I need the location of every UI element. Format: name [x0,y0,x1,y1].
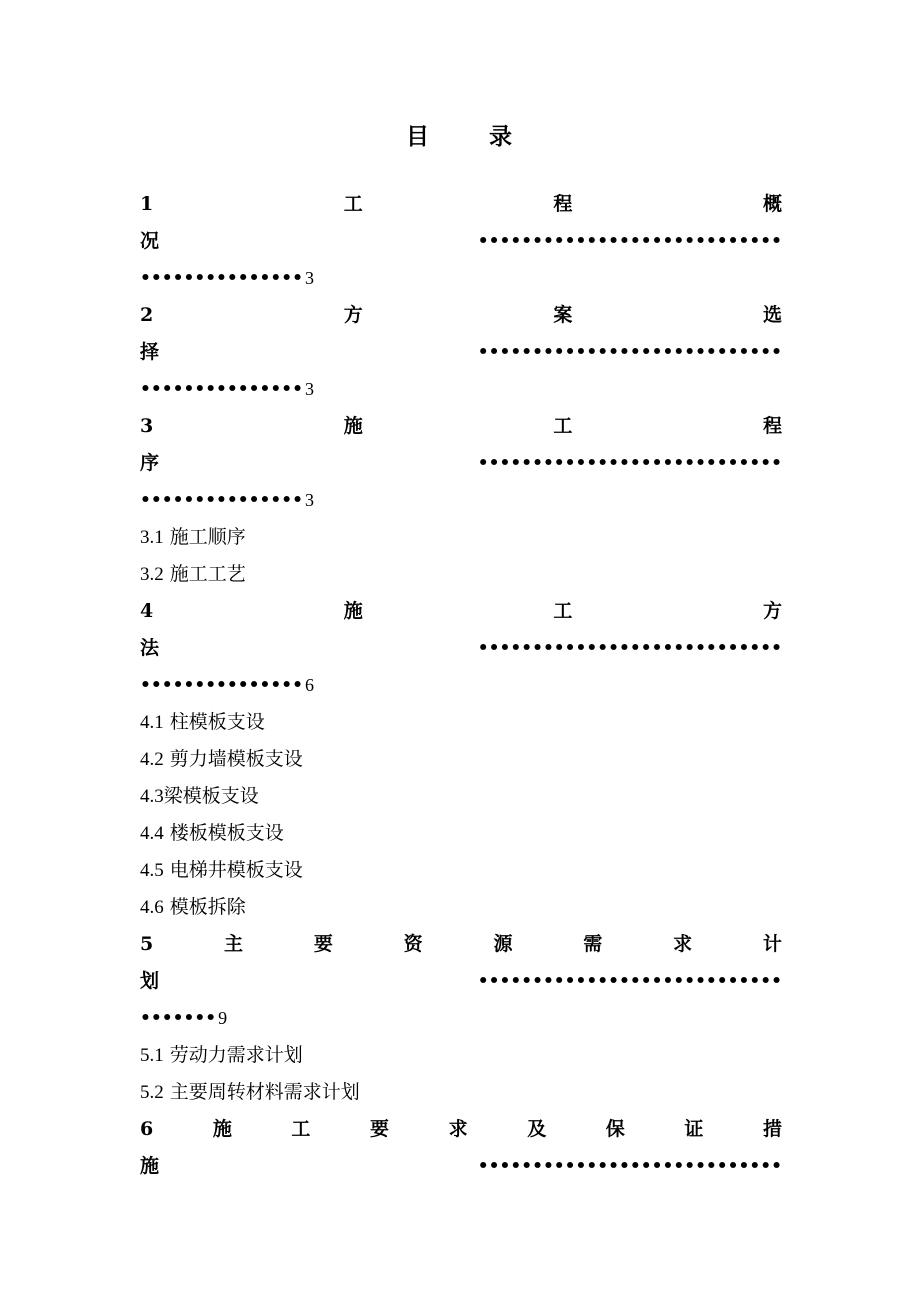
toc-leader-2: 择 •••••••••••••••••••••••••••• [140,334,782,371]
dot-leader: •••••••••••••••••••••••••••• [477,971,782,991]
page-number: 9 [218,1008,228,1028]
toc-entry-4-1[interactable]: 4.1 柱模板支设 [140,711,265,733]
toc-entry-5-2[interactable]: 5.2 主要周转材料需求计划 [140,1081,360,1103]
title-char-2: 录 [489,123,514,150]
toc-tail-1 [140,260,782,297]
toc-leader-1: 况 •••••••••••••••••••••••••••• [140,223,782,260]
toc-tail-3 [140,482,782,519]
dot-leader: ••••••• [140,1008,217,1028]
toc-heading-6[interactable]: 6 施 工 要 求 及 保 证 措 [140,1118,782,1140]
toc-heading-1[interactable]: 1 工 程 概 [140,193,782,215]
dot-leader: •••••••••••••••••••••••••••• [477,231,782,251]
toc-heading-5[interactable]: 5 主 要 资 源 需 求 计 [140,933,782,955]
toc-leader-4: 法 •••••••••••••••••••••••••••• [140,630,782,667]
page-number: 6 [305,675,314,695]
toc-entry-4-2[interactable]: 4.2 剪力墙模板支设 [140,748,303,770]
dot-leader: ••••••••••••••• [140,268,303,288]
page-number: 3 [305,379,314,399]
title-char-1: 目 [406,123,431,150]
toc-entry-3-2[interactable]: 3.2 施工工艺 [140,563,246,585]
table-of-contents [140,186,782,1185]
page-number: 3 [305,268,314,288]
toc-entry-4-3[interactable]: 4.3梁模板支设 [140,785,259,807]
toc-leader-5: 划 •••••••••••••••••••••••••••• [140,963,782,1000]
toc-heading-2[interactable]: 2 方 案 选 [140,304,782,326]
toc-tail-2 [140,371,782,408]
toc-entry-4-5[interactable]: 4.5 电梯井模板支设 [140,859,303,881]
page-number: 3 [305,490,314,510]
toc-title [0,118,920,151]
toc-leader-6: 施 •••••••••••••••••••••••••••• [140,1148,782,1185]
dot-leader: ••••••••••••••• [140,379,303,399]
toc-heading-4[interactable]: 4 施 工 方 [140,600,782,622]
toc-entry-4-4[interactable]: 4.4 楼板模板支设 [140,822,284,844]
toc-leader-3: 序 •••••••••••••••••••••••••••• [140,445,782,482]
toc-tail-4 [140,667,782,704]
dot-leader: •••••••••••••••••••••••••••• [477,342,782,362]
dot-leader: •••••••••••••••••••••••••••• [477,453,782,473]
toc-entry-4-6[interactable]: 4.6 模板拆除 [140,896,246,918]
dot-leader: ••••••••••••••• [140,675,303,695]
toc-entry-3-1[interactable]: 3.1 施工顺序 [140,526,246,548]
dot-leader: •••••••••••••••••••••••••••• [477,1156,782,1176]
toc-entry-5-1[interactable]: 5.1 劳动力需求计划 [140,1044,303,1066]
toc-tail-5 [140,1000,782,1037]
dot-leader: •••••••••••••••••••••••••••• [477,638,782,658]
dot-leader: ••••••••••••••• [140,490,303,510]
toc-heading-3[interactable]: 3 施 工 程 [140,415,782,437]
